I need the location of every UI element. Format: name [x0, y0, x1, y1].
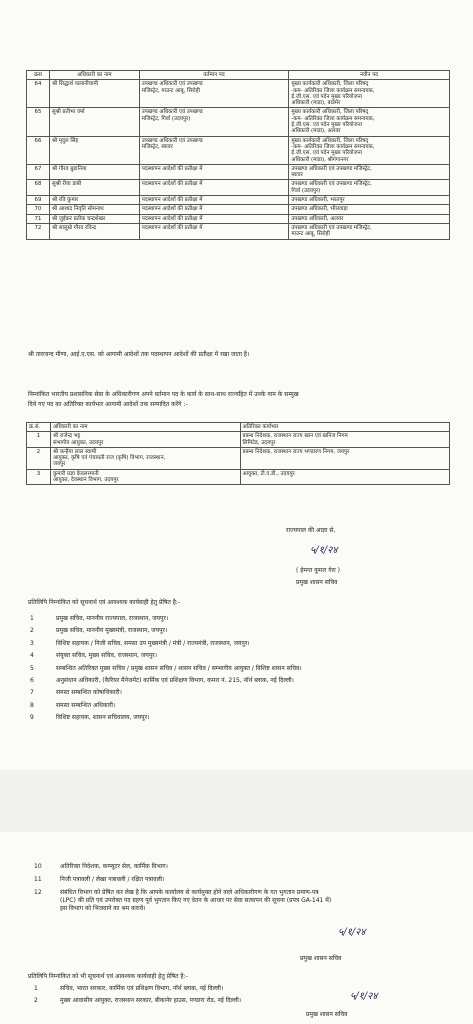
- officer-name: श्री सिद्धार्थ पालानीचामी: [49, 80, 139, 108]
- handwritten-signature-3: ५/१/२४: [350, 991, 378, 1002]
- serial-number: 64: [27, 80, 50, 108]
- cc-item-number: 10: [34, 863, 42, 870]
- current-post: [139, 136, 289, 164]
- officer-name: श्री आशाद निवृति सोमनाथ: [49, 205, 139, 214]
- cc-item-number: 11: [34, 876, 42, 883]
- current-post: [139, 108, 289, 136]
- cc-item-number: 1: [34, 985, 38, 992]
- officer-name: श्री सालुखे गौरव रविन्द्र: [49, 223, 139, 239]
- new-post-line: गिर्वा (उदयपुर): [291, 187, 321, 194]
- table-row: [27, 108, 450, 136]
- officer-name: श्री गौरव बुडानिया: [49, 164, 139, 180]
- new-post: [289, 180, 450, 196]
- postings-header-row: [27, 71, 450, 80]
- current-post-line: पदस्थापन आदेशों की प्रतीक्षा में: [141, 165, 203, 172]
- serial-number: 66: [27, 136, 50, 164]
- current-post-line: पदस्थापन आदेशों की प्रतीक्षा में: [141, 215, 203, 222]
- new-post-line: ई.जी.एस. एवं पदेन मुख्य परियोजना: [291, 150, 362, 157]
- officer-name: श्री रवि कुमार: [49, 196, 139, 205]
- new-post-line: उपखण्ड अधिकारी, अलवर: [291, 215, 344, 222]
- serial-number: 72: [27, 223, 50, 239]
- officer-name-line: संभागीय आयुक्त, उदयपुर: [52, 439, 104, 446]
- new-post: [289, 80, 450, 108]
- officer-name: [50, 469, 240, 485]
- table-row: [27, 469, 450, 485]
- cc-item-number: 9: [30, 714, 34, 722]
- cc-intro: प्रतिलिपि निम्नांकित को सूचनार्थ एवं आवश्यक कार्यवाही हेतु प्रेषित है:-: [28, 599, 181, 606]
- header-current-post: वर्तमान पद: [139, 71, 289, 80]
- new-post-line: मुख्य कार्यकारी अधिकारी, जिला परिषद्: [291, 109, 369, 116]
- document-page-2: [0, 832, 473, 1024]
- cc-item-text: समस्त सम्बन्धित कोषाधिकारी।: [56, 689, 122, 697]
- officer-name-line: कुमारी प्रज्ञा केवलरमानी: [52, 470, 99, 477]
- new-post-line: उपखण्ड अधिकारी एवं उपखण्ड मजिस्ट्रेट,: [291, 181, 372, 188]
- new-post-line: मुख्य कार्यकारी अधिकारी, जिला परिषद्: [291, 81, 369, 88]
- cc-item-text: इस विभाग को भिजवाने का श्रम करावें।: [60, 905, 146, 912]
- new-post-line: -कम- अतिरिक्त जिला कार्यक्रम समन्वयक,: [291, 143, 375, 150]
- cc-item-number: 1: [30, 615, 34, 622]
- cc-item-text: मुख्य आवासीय आयुक्त, राजस्थान सरकार, बीकानेर हाउस, पण्डारा रोड, नई दिल्ली।: [60, 997, 242, 1004]
- cc-item-number: 7: [30, 689, 34, 697]
- new-post-line: उपखण्ड अधिकारी एवं उपखण्ड मजिस्ट्रेट,: [291, 165, 372, 172]
- signatory-designation-3: प्रमुख शासन सचिव: [306, 1011, 348, 1018]
- header-officer-name: अधिकारी का नाम: [49, 71, 139, 80]
- officer-name: श्री मृदुल सिंह: [49, 136, 139, 164]
- table-row: [27, 214, 450, 223]
- handwritten-signature-2: ५/१/२४: [338, 927, 366, 938]
- new-post-line: ई.जी.एस. एवं पदेन मुख्य परियोजना: [291, 122, 362, 129]
- new-post: [289, 205, 450, 214]
- cc-item-text: अनुसंधान अधिकारी, (कैरियर मैनेजमेंट) कार्मिक एवं प्रशिक्षण विभाग, कमरा नं. 215, नॉर्थ ब्लाक, नई दिल्ली।: [56, 677, 294, 684]
- new-post-line: मुख्य कार्यकारी अधिकारी, जिला परिषद्: [291, 137, 369, 144]
- additional-charge: [240, 432, 449, 448]
- cc-item-text: अतिरिक्त निदेशक, कम्प्यूटर सेल, कार्मिक विभाग।: [60, 863, 168, 870]
- serial-number: 65: [27, 108, 50, 136]
- cc-item-number: 8: [30, 701, 34, 709]
- new-post-line: ई.जी.एस. एवं पदेन मुख्य परियोजना: [291, 93, 362, 100]
- new-post-line: अधिकारी (माडा), अलवर: [291, 128, 341, 135]
- new-post-line: -कम- अतिरिक्त जिला कार्यक्रम समन्वयक,: [291, 87, 375, 94]
- header-serial: क्रस: [27, 71, 50, 80]
- new-post: [289, 136, 450, 164]
- page-gap: [0, 770, 473, 832]
- new-post-line: उपखण्ड अधिकारी, भरतपुर: [291, 197, 345, 204]
- cc-item-text: विशिष्ट सहायक, शासन सचिवालय, जयपुर।: [56, 714, 150, 722]
- by-order-of-governor: राज्यपाल की आज्ञा से,: [286, 527, 336, 534]
- cc-item-text: संबंधित विभाग को प्रेषित कर लेख है कि आपके कार्यालय से कार्यमुक्त होने वाले अधिकारीगण के गत भुगतान प्रमाण-पत्र: [60, 889, 319, 896]
- current-post-line: उपखण्ड अधिकारी एवं उपखण्ड: [141, 109, 203, 116]
- current-post-line: उपखण्ड अधिकारी एवं उपखण्ड: [141, 81, 203, 88]
- cc-item-text: समस्त सम्बन्धित अधिकारी।: [56, 701, 116, 709]
- officer-name-line: जयपुर: [52, 461, 66, 468]
- new-post: [289, 108, 450, 136]
- current-post-line: मजिस्ट्रेट, माउन्ट आबू, सिरोही: [141, 87, 200, 94]
- table-row: [27, 447, 450, 469]
- serial-number: 67: [27, 164, 50, 180]
- cc-item-text: प्रमुख सचिव, माननीय मुख्यमंत्री, राजस्थान, जयपुर।: [56, 627, 168, 635]
- current-post-line: पदस्थापन आदेशों की प्रतीक्षा में: [141, 197, 203, 204]
- header-new-post: नवीन पद: [289, 71, 450, 80]
- additional-charge-line: प्रबन्ध निदेशक, राजस्थान राज्य भण्डारण निगम, जयपुर: [242, 448, 350, 455]
- new-post-line: उपखण्ड अधिकारी, भीलवाड़ा: [291, 206, 348, 213]
- charge-body: [27, 432, 450, 485]
- signatory-name: ( हेमन्त कुमार गेरा ): [296, 567, 340, 574]
- officer-name: श्री जुईकर प्रतीक चन्द्रशेखर: [49, 214, 139, 223]
- cc-item-text: (LPC) की प्रति एवं उपरोक्त पद ग्रहण पूर्व भुगतान किए गए वेतन के आधार पर सेवा सत्यापन की सूचना (प्रपत्र GA-141 में): [60, 897, 332, 904]
- intro-paragraph-line-2: दिये गए पद का अतिरिक्त कार्यभार आगामी आदेशों तक सम्पादित करेंगे :-: [28, 401, 188, 408]
- cc-item-number: 6: [30, 677, 34, 684]
- postings-body: [27, 80, 450, 239]
- current-post-line: उपखण्ड अधिकारी एवं उपखण्ड: [141, 137, 203, 144]
- new-post-line: अधिकारी (माडा), श्रीगंगानगर: [291, 156, 349, 163]
- officer-name-line: श्री राजेन्द्र भट्ट: [52, 433, 81, 440]
- additional-charge: [240, 469, 449, 485]
- current-post-line: पदस्थापन आदेशों की प्रतीक्षा में: [141, 181, 203, 188]
- new-post-line: उपखण्ड अधिकारी एवं उपखण्ड मजिस्ट्रेट,: [291, 224, 372, 231]
- table-row: [27, 180, 450, 196]
- additional-charge-line: लिमिटेड, उदयपुर: [242, 439, 276, 446]
- serial-number: 1: [27, 432, 51, 448]
- new-post: [289, 223, 450, 239]
- cc-item-text: विशिष्ट सहायक / निजी सचिव, समस्त उप मुख्यमंत्री / मंत्री / राज्यमंत्री, राजस्थान, जयपुर।: [56, 639, 250, 647]
- table-row: [27, 80, 450, 108]
- new-post-line: माउन्ट आबू, सिरोही: [291, 231, 330, 238]
- new-post: [289, 196, 450, 205]
- table-row: [27, 136, 450, 164]
- additional-charge-line: आयुक्त, टी.ए.डी., उदयपुर: [242, 470, 295, 477]
- officer-name-line: आयुक्त, कृषि एवं पंचायती राज (कृषि) विभाग, राजस्थान,: [52, 455, 166, 462]
- waiting-orders-note: श्री ताराचन्द मीणा, आई.ए.एस. को आगामी आदेशों तक पदस्थापन आदेशों की प्रतीक्षा में रखा जाता है।: [28, 351, 250, 358]
- charge-header-charge: अतिरिक्त कार्यभार: [240, 423, 449, 432]
- table-row: [27, 432, 450, 448]
- serial-number: 2: [27, 447, 51, 469]
- new-post: [289, 164, 450, 180]
- cc-item-text: सचिव, भारत सरकार, कार्मिक एवं प्रशिक्षण विभाग, नॉर्थ ब्लाक, नई दिल्ली।: [60, 985, 224, 992]
- cc-item-number: 2: [34, 997, 38, 1004]
- additional-charge: [240, 447, 449, 469]
- cc-intro-2: प्रतिलिपि निम्नांकित को भी सूचनार्थ एवं आवश्यक कार्यवाही हेतु प्रेषित है:-: [28, 973, 188, 980]
- officer-name: [50, 432, 240, 448]
- signatory-designation: प्रमुख शासन सचिव: [296, 579, 338, 586]
- serial-number: 3: [27, 469, 51, 485]
- current-post: [139, 214, 289, 223]
- cc-item-text: प्रमुख सचिव, माननीय राज्यपाल, राजस्थान, जयपुर।: [56, 615, 169, 622]
- cc-item-number: 3: [30, 639, 34, 647]
- current-post: [139, 223, 289, 239]
- officer-name: [50, 447, 240, 469]
- new-post-line: अधिकारी (माडा), बाडमेर: [291, 100, 341, 107]
- cc-item-number: 4: [30, 652, 34, 660]
- cc-item-text: सम्बन्धित अतिरिक्त मुख्य सचिव / प्रमुख शासन सचिव / शासन सचिव / सम्भागीय आयुक्त / विशिष्ट शासन सचिव।: [56, 664, 302, 672]
- current-post: [139, 164, 289, 180]
- new-post-line: ब्यावर: [291, 172, 303, 179]
- table-row: [27, 164, 450, 180]
- new-post: [289, 214, 450, 223]
- officer-name-line: श्री कन्हैया लाल स्वामी: [52, 448, 97, 455]
- intro-paragraph-line-1: निम्नांकित भारतीय प्रशासनिक सेवा के अधिकारीगण अपने वर्तमान पद के कार्य के साथ-साथ राज्यहित में उनके नाम के सम्मुख: [28, 391, 299, 398]
- officer-name: सुश्री रीया डाबी: [49, 180, 139, 196]
- table-row: [27, 196, 450, 205]
- table-row: [27, 205, 450, 214]
- officer-name-line: आयुक्त, देवस्थान विभाग, उदयपुर: [52, 477, 119, 484]
- charge-header-serial: क्र.सं.: [27, 423, 51, 432]
- new-post-line: -कम- अतिरिक्त जिला कार्यक्रम समन्वयक,: [291, 115, 375, 122]
- cc-item-number: 2: [30, 627, 34, 635]
- current-post-line: मजिस्ट्रेट, गिर्वा (उदयपुर): [141, 115, 191, 122]
- additional-charge-line: प्रबन्ध निदेशक, राजस्थान राज्य खान एवं खनिज निगम: [242, 433, 348, 440]
- serial-number: 69: [27, 196, 50, 205]
- serial-number: 68: [27, 180, 50, 196]
- current-post: [139, 196, 289, 205]
- serial-number: 70: [27, 205, 50, 214]
- current-post: [139, 180, 289, 196]
- current-post-line: पदस्थापन आदेशों की प्रतीक्षा में: [141, 206, 203, 213]
- serial-number: 71: [27, 214, 50, 223]
- current-post-line: मजिस्ट्रेट, ब्यावर: [141, 143, 173, 150]
- postings-table: [26, 70, 450, 240]
- charge-header-row: [27, 423, 450, 432]
- cc-item-text: संयुक्त सचिव, मुख्य सचिव, राजस्थान, जयपुर।: [56, 652, 157, 660]
- officer-name: सुश्री प्रतीभा वर्मा: [49, 108, 139, 136]
- current-post-line: पदस्थापन आदेशों की प्रतीक्षा में: [141, 224, 203, 231]
- table-row: [27, 223, 450, 239]
- cc-item-number: 12: [34, 889, 42, 896]
- current-post: [139, 80, 289, 108]
- cc-item-text: निजी पत्रावली / लेखा पत्रावली / रक्षित पत्रावली।: [60, 876, 165, 883]
- additional-charge-table: [26, 422, 450, 485]
- current-post: [139, 205, 289, 214]
- signatory-designation-2: प्रमुख शासन सचिव: [300, 955, 342, 962]
- charge-header-officer: अधिकारी का नाम: [50, 423, 240, 432]
- cc-item-number: 5: [30, 664, 34, 672]
- handwritten-signature: ५/१/२४: [310, 545, 338, 556]
